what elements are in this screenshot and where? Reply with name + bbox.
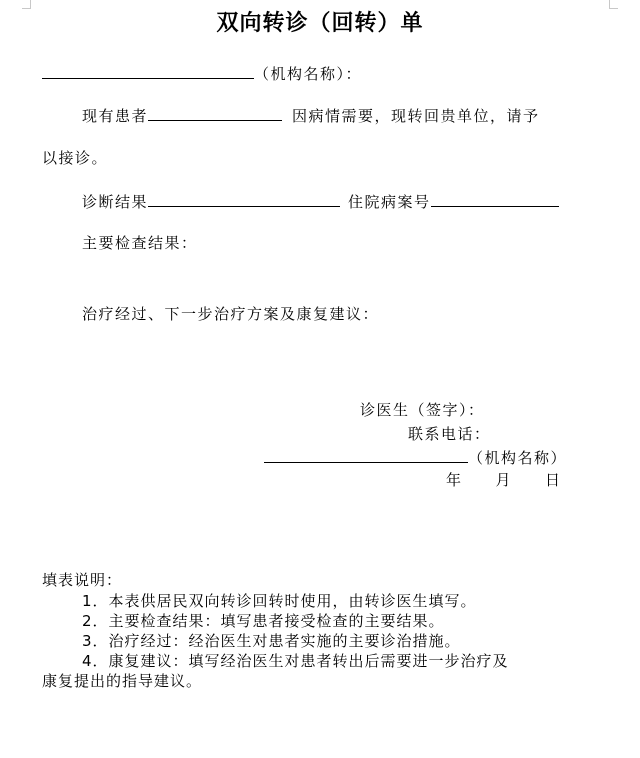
exam-label: 主要检查结果： <box>82 234 198 252</box>
patient-suffix: 因病情需要，现转回贵单位，请予 <box>292 107 540 125</box>
diagnosis-field[interactable] <box>148 190 340 207</box>
document-title: 双向转诊（回转）单 <box>216 10 424 36</box>
notes-item-4-cont: 康复提出的指导建议。 <box>42 672 203 690</box>
notes-item-3: 3．治疗经过：经治医生对患者实施的主要诊治措施。 <box>82 632 461 650</box>
diagnosis-line <box>82 190 559 212</box>
phone-label: 联系电话： <box>408 425 491 443</box>
diagnosis-label: 诊断结果 <box>82 193 149 211</box>
institution-line <box>42 62 362 84</box>
institution-sign-label: （机构名称） <box>468 449 568 467</box>
institution-name-field[interactable] <box>42 62 254 79</box>
patient-line-cont: 以接诊。 <box>42 149 109 167</box>
patient-name-field[interactable] <box>148 104 282 121</box>
institution-sign-line <box>264 446 567 468</box>
institution-suffix: （机构名称）： <box>254 65 363 83</box>
patient-line <box>82 104 540 126</box>
doctor-signature-label: 诊医生（签字）： <box>360 401 485 419</box>
notes-heading: 填表说明： <box>42 571 123 589</box>
record-number-field[interactable] <box>431 190 559 207</box>
notes-item-2: 2．主要检查结果：填写患者接受检查的主要结果。 <box>82 612 445 630</box>
notes-item-1: 1．本表供居民双向转诊回转时使用，由转诊医生填写。 <box>82 592 477 610</box>
record-label: 住院病案号 <box>348 193 431 211</box>
notes-item-4: 4．康复建议：填写经治医生对患者转出后需要进一步治疗及 <box>82 652 509 670</box>
date-label: 年 月 日 <box>446 471 562 489</box>
institution-sign-field[interactable] <box>264 446 468 463</box>
patient-prefix: 现有患者 <box>82 107 149 125</box>
treatment-label: 治疗经过、下一步治疗方案及康复建议： <box>82 305 380 323</box>
